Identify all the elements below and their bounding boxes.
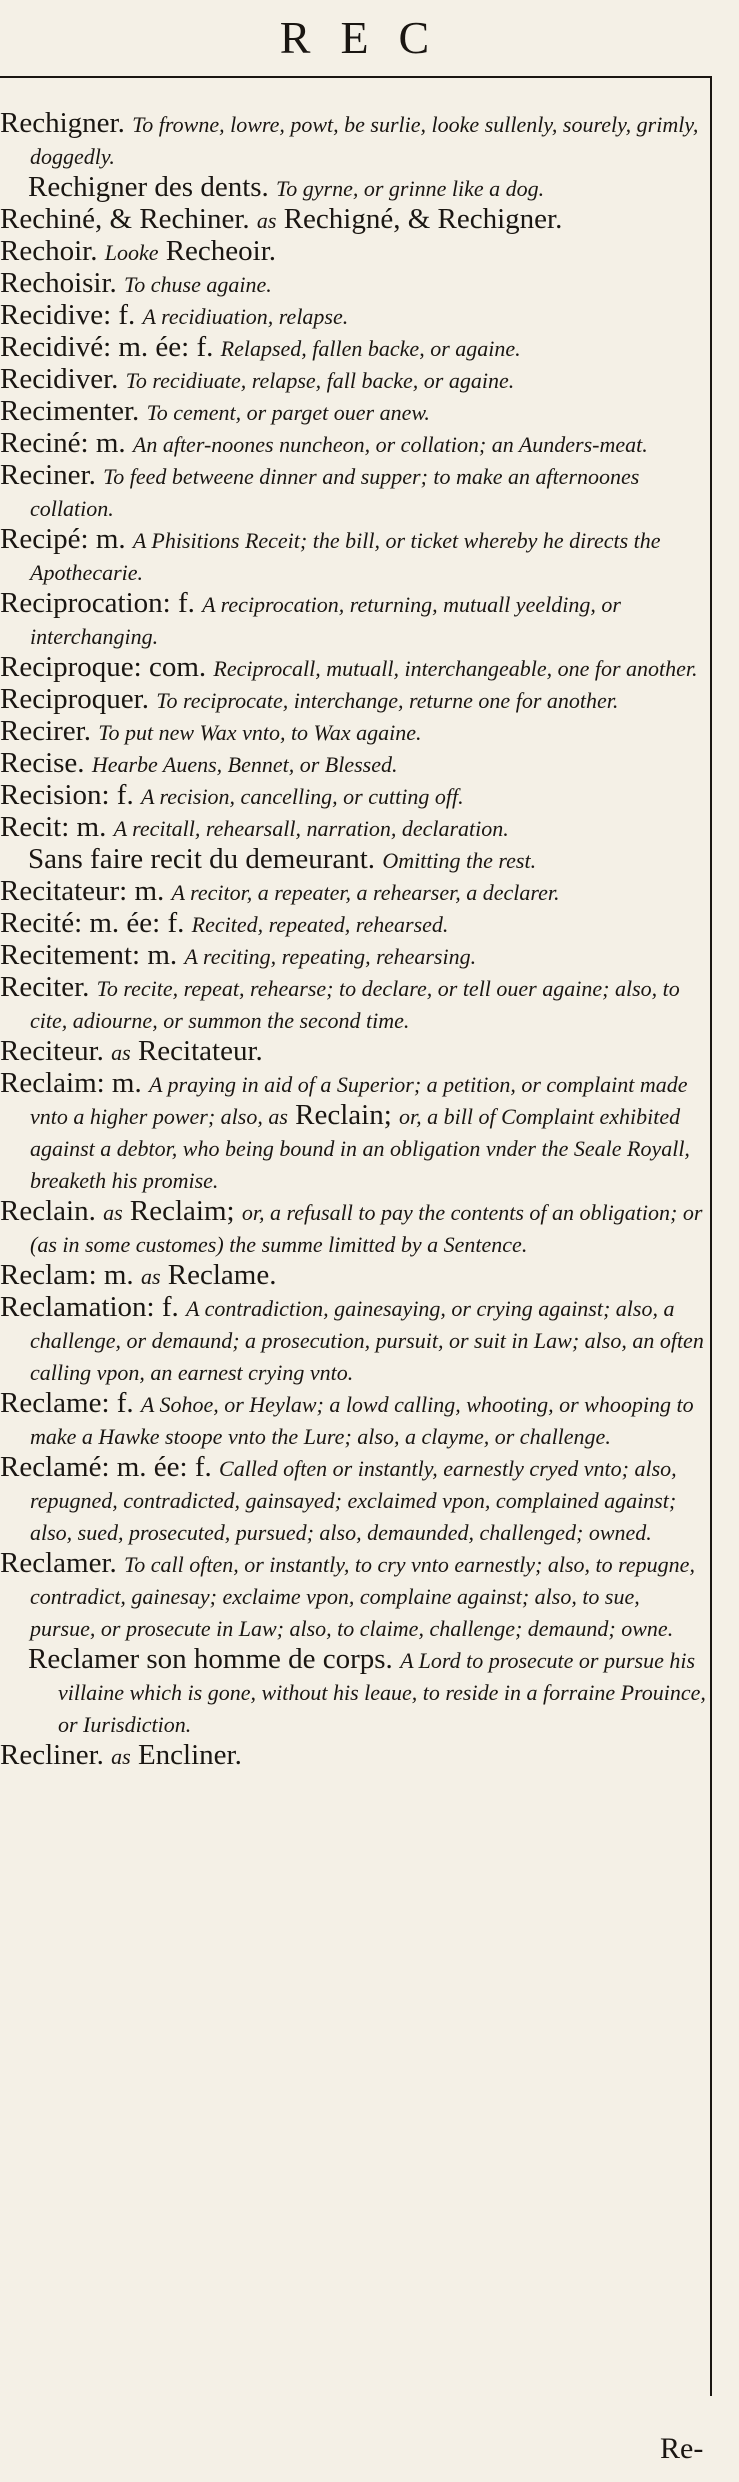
dictionary-entry (0, 716, 706, 748)
cross-reference: Recitateur. (137, 1035, 263, 1067)
definition: Recited, repeated, rehearsed. (191, 912, 449, 937)
headword: Reclamer. (0, 1547, 117, 1579)
dictionary-entry (0, 524, 706, 588)
dictionary-entry (0, 1388, 706, 1452)
definition: To recite, repeat, rehearse; to declare, or tell ouer againe; also, to cite, adiourne, or summon the second time. (30, 976, 680, 1033)
dictionary-entry (0, 300, 706, 332)
headword: Reciter. (0, 971, 90, 1003)
dictionary-entry (0, 108, 706, 172)
dictionary-entry (0, 908, 706, 940)
definition: To reciprocate, interchange, returne one for another. (156, 688, 619, 713)
dictionary-entry (0, 588, 706, 652)
dictionary-entry (0, 780, 706, 812)
headword: Recitateur: m. (0, 875, 165, 907)
dictionary-entry (0, 748, 706, 780)
definition: as (103, 1200, 123, 1225)
definition: A reciprocation, returning, mutuall yeelding, or interchanging. (30, 592, 621, 649)
definition: To cement, or parget ouer anew. (146, 400, 430, 425)
headword: Rechigner des dents. (28, 171, 269, 203)
headword: Reclamé: m. ée: f. (0, 1451, 212, 1483)
headword: Reclaim: m. (0, 1067, 142, 1099)
definition: A recitor, a repeater, a rehearser, a declarer. (171, 880, 560, 905)
definition: as (111, 1744, 131, 1769)
cross-reference: Encliner. (137, 1739, 242, 1771)
definition: Looke (104, 240, 159, 265)
dictionary-entry (0, 364, 706, 396)
headword: Reciproque: com. (0, 651, 207, 683)
definition-continued: or, a bill of Complaint exhibited against a debtor, who being bound in an obligation vnder the Seale Royall, breaketh his promise. (30, 1104, 690, 1193)
definition: A Sohoe, or Heylaw; a lowd calling, whooting, or whooping to make a Hawke stoope vnto the Lure; also, a clayme, or challenge. (30, 1392, 694, 1449)
headword: Reclamation: f. (0, 1291, 179, 1323)
dictionary-entry (0, 1292, 706, 1388)
cross-reference: Reclaim; (129, 1195, 235, 1227)
definition: A Lord to prosecute or pursue his villaine which is gone, without his leaue, to reside in a forraine Prouince, or Iurisdiction. (58, 1648, 706, 1737)
headword: Reciteur. (0, 1035, 104, 1067)
dictionary-entry (0, 1196, 706, 1260)
definition: To frowne, lowre, powt, be surlie, looke sullenly, sourely, grimly, doggedly. (30, 112, 699, 169)
headword: Recité: m. ée: f. (0, 907, 185, 939)
headword: Recirer. (0, 715, 91, 747)
entry-list (0, 108, 706, 1772)
definition-continued: or, a refusall to pay the contents of an obligation; or (as in some customes) the summe limitted by a Sentence. (30, 1200, 703, 1257)
page-header: REC (279, 12, 460, 63)
headword: Recliner. (0, 1739, 104, 1771)
dictionary-entry (0, 1644, 706, 1740)
definition: as (256, 208, 277, 233)
definition: To chuse againe. (124, 272, 272, 297)
definition: Relapsed, fallen backe, or againe. (220, 336, 521, 361)
dictionary-entry (0, 1548, 706, 1644)
definition: A recitall, rehearsall, narration, declaration. (113, 816, 509, 841)
definition: To recidiuate, relapse, fall backe, or againe. (125, 368, 515, 393)
dictionary-entry (0, 428, 706, 460)
headword: Recision: f. (0, 779, 134, 811)
definition: A contradiction, gainesaying, or crying against; also, a challenge, or demaund; a prosecution, pursuit, or suit in Law; also, an often calling vpon, an earnest crying vnto. (30, 1296, 704, 1385)
dictionary-entry (0, 172, 706, 204)
dictionary-entry (0, 1740, 706, 1772)
dictionary-entry (0, 684, 706, 716)
dictionary-entry (0, 268, 706, 300)
headword: Rechigner. (0, 107, 125, 139)
headword: Recimenter. (0, 395, 140, 427)
dictionary-entry (0, 940, 706, 972)
cross-reference: Reclame. (167, 1259, 277, 1291)
column-rule (710, 76, 712, 2396)
dictionary-entry (0, 972, 706, 1036)
definition: A Phisitions Receit; the bill, or ticket whereby he directs the Apothecarie. (30, 528, 661, 585)
dictionary-entry (0, 396, 706, 428)
headword: Recise. (0, 747, 85, 779)
headword: Rechoir. (0, 235, 98, 267)
headword: Reciné: m. (0, 427, 126, 459)
dictionary-entry (0, 876, 706, 908)
headword: Recitement: m. (0, 939, 178, 971)
headword: Recidiver. (0, 363, 119, 395)
dictionary-entry (0, 1036, 706, 1068)
cross-reference: Reclain; (295, 1099, 392, 1131)
definition: A recidiuation, relapse. (142, 304, 349, 329)
dictionary-entry (0, 460, 706, 524)
headword: Reciprocation: f. (0, 587, 195, 619)
dictionary-entry (0, 1260, 706, 1292)
definition: Reciprocall, mutuall, interchangeable, one for another. (213, 656, 698, 681)
dictionary-entry (0, 844, 706, 876)
definition: as (140, 1264, 161, 1289)
cross-reference: Recheoir. (165, 235, 277, 267)
headword: Rechoisir. (0, 267, 117, 299)
headword: Recipé: m. (0, 523, 126, 555)
dictionary-entry (0, 1068, 706, 1196)
definition: A reciting, repeating, rehearsing. (184, 944, 477, 969)
definition: A praying in aid of a Superior; a petition, or complaint made vnto a higher power; also, as (30, 1072, 688, 1129)
definition: An after-noones nuncheon, or collation; an Aunders-meat. (132, 432, 648, 457)
headword: Reclam: m. (0, 1259, 134, 1291)
catchword: Re- (660, 2432, 704, 2465)
definition: Called often or instantly, earnestly cryed vnto; also, repugned, contradicted, gainsayed; exclaimed vpon, complained against; also, sued, prosecuted, pursued; also, demaunded, challenged; owned. (30, 1456, 677, 1545)
definition: To put new Wax vnto, to Wax againe. (98, 720, 422, 745)
definition: A recision, cancelling, or cutting off. (140, 784, 464, 809)
dictionary-entry (0, 652, 706, 684)
definition: To gyrne, or grinne like a dog. (276, 176, 545, 201)
headword: Recidivé: m. ée: f. (0, 331, 214, 363)
headword: Recidive: f. (0, 299, 136, 331)
definition: To feed betweene dinner and supper; to make an afternoones collation. (30, 464, 640, 521)
dictionary-entry (0, 812, 706, 844)
dictionary-entry (0, 204, 706, 236)
headword: Rechiné, & Rechiner. (0, 203, 250, 235)
top-rule (0, 76, 712, 78)
definition: To call often, or instantly, to cry vnto earnestly; also, to repugne, contradict, gainesay; exclaime vpon, complaine against; also, to sue, pursue, or prosecute in Law; also, to claime, challenge; demaund; owne. (30, 1552, 695, 1641)
headword: Reclame: f. (0, 1387, 134, 1419)
definition: Omitting the rest. (382, 848, 537, 873)
headword: Reclamer son homme de corps. (28, 1643, 393, 1675)
definition: Hearbe Auens, Bennet, or Blessed. (91, 752, 398, 777)
dictionary-entry (0, 332, 706, 364)
headword: Reclain. (0, 1195, 96, 1227)
dictionary-entry (0, 1452, 706, 1548)
headword: Reciner. (0, 459, 96, 491)
headword: Recit: m. (0, 811, 107, 843)
headword: Reciproquer. (0, 683, 149, 715)
definition: as (111, 1040, 131, 1065)
headword: Sans faire recit du demeurant. (28, 843, 376, 875)
cross-reference: Rechigné, & Rechigner. (283, 203, 563, 235)
dictionary-entry (0, 236, 706, 268)
